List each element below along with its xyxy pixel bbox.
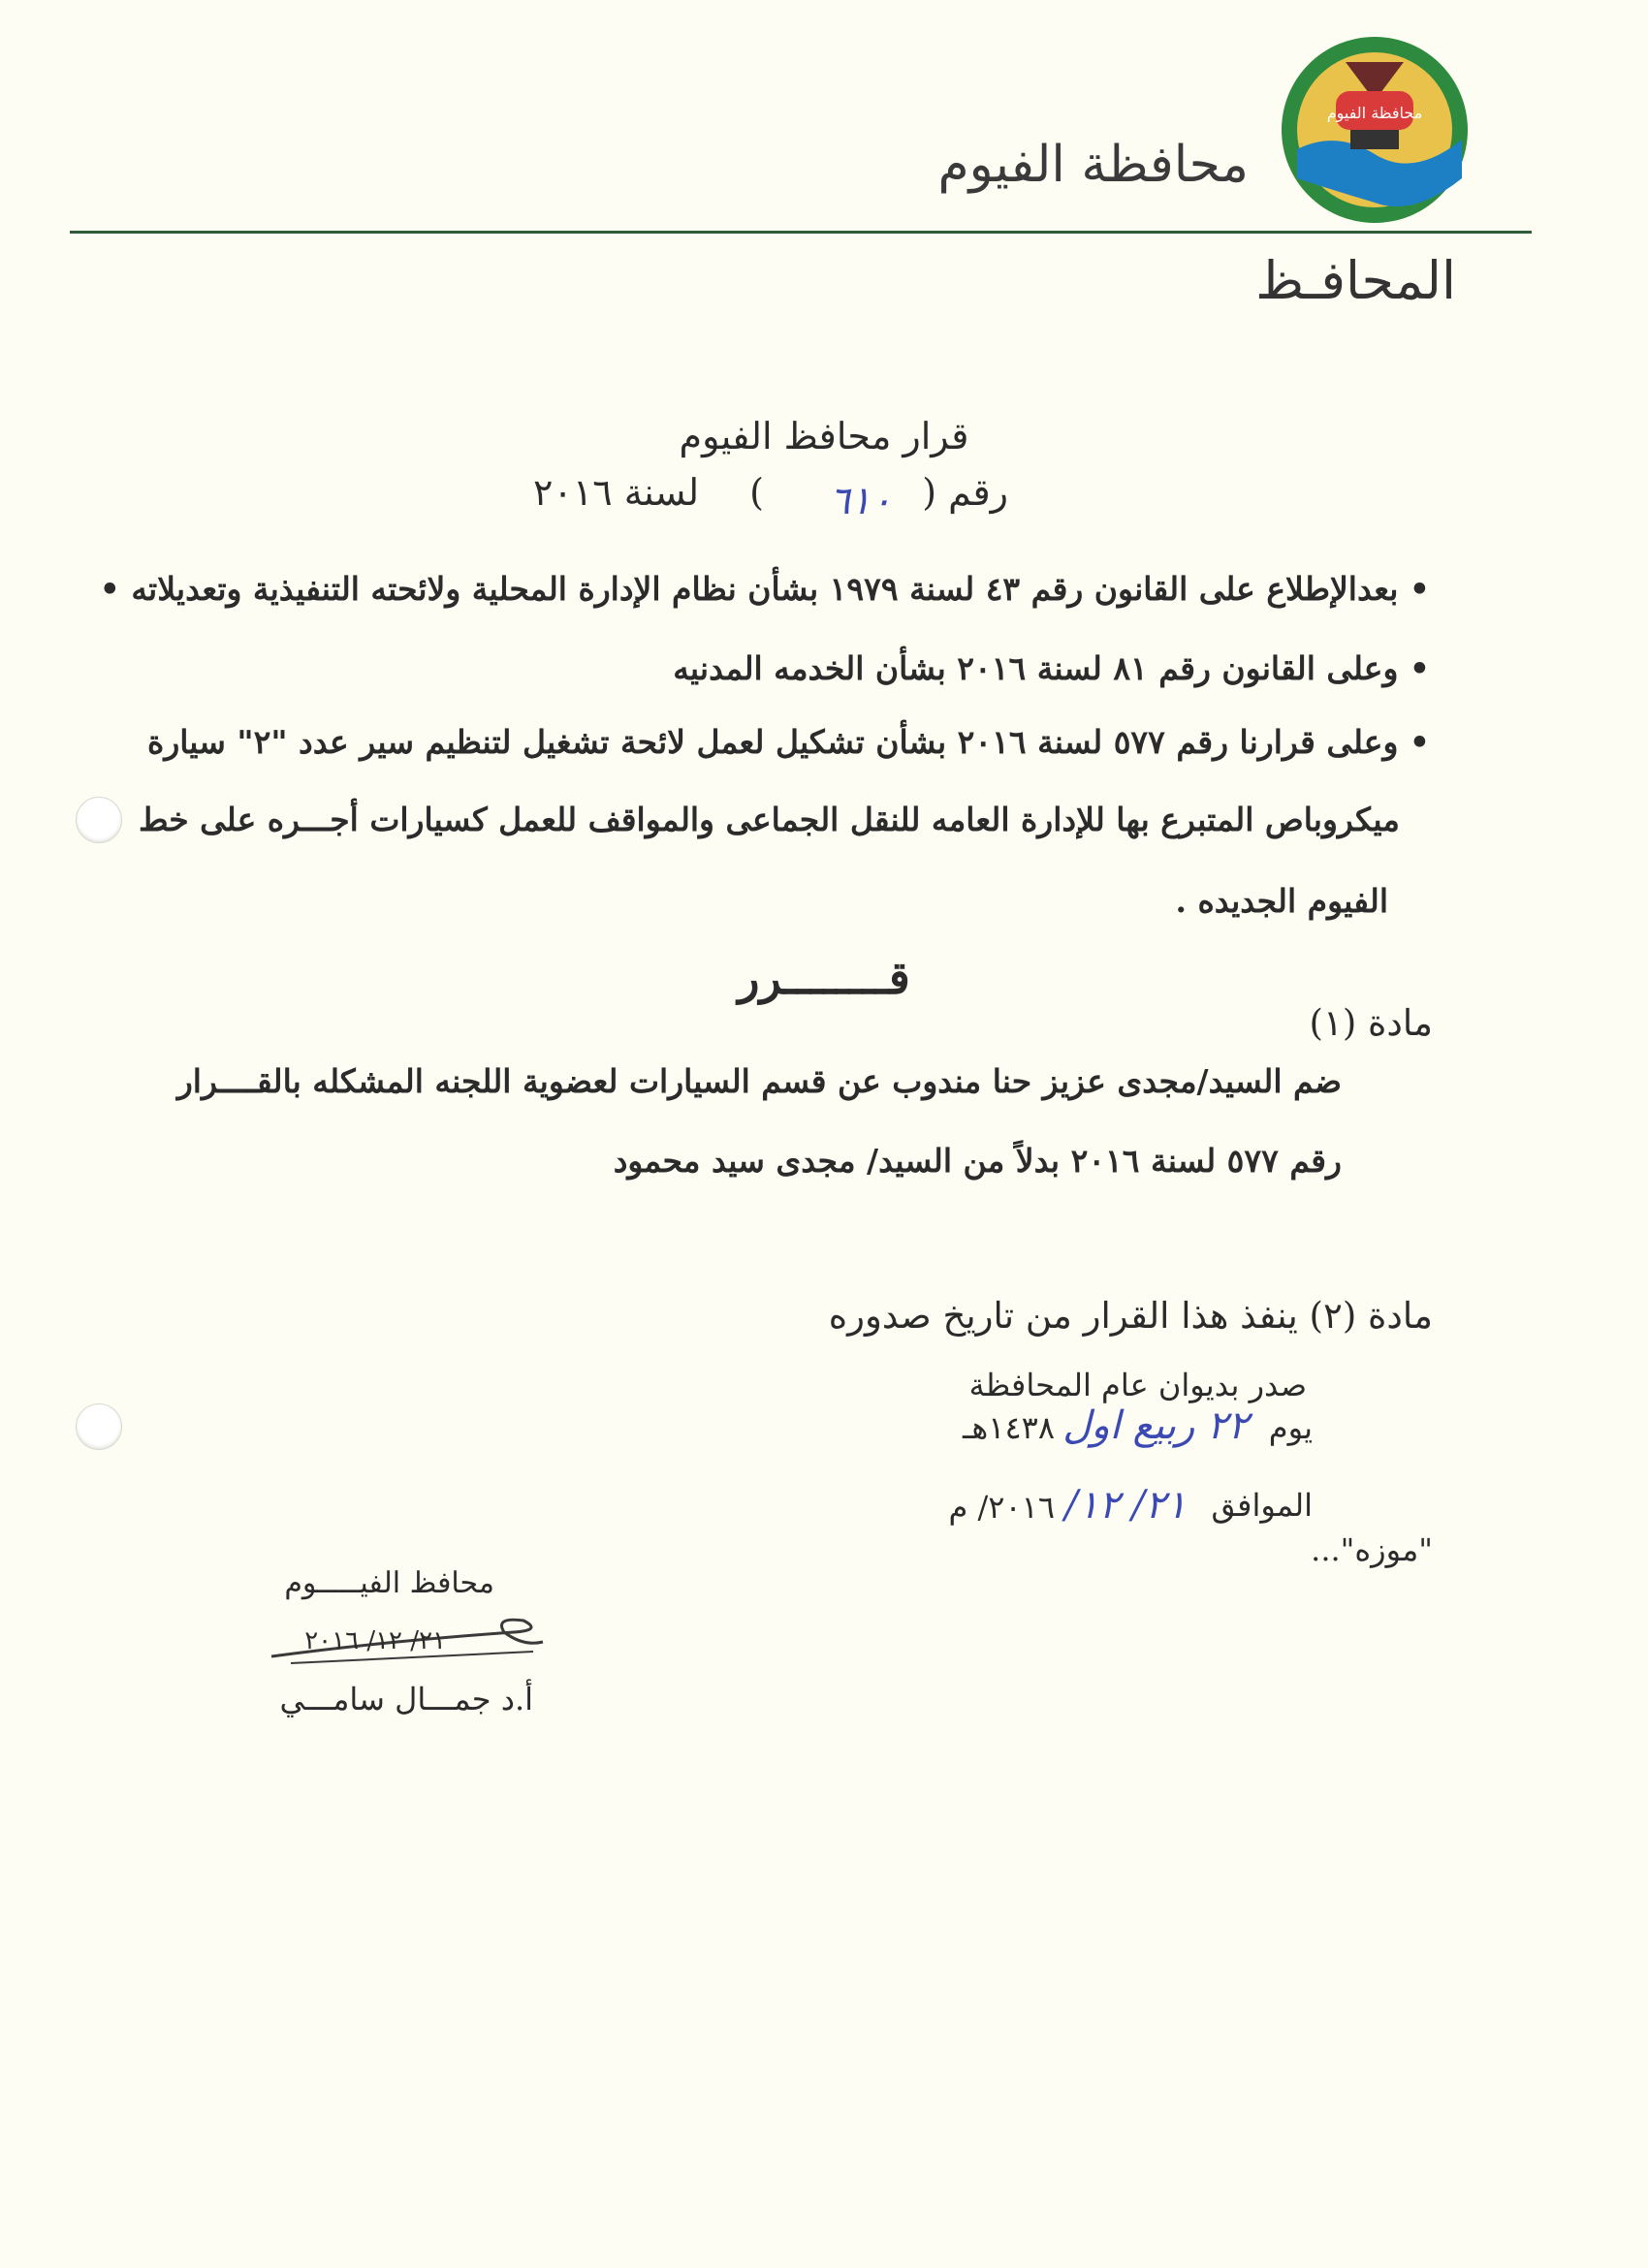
governorate-logo xyxy=(1278,33,1472,227)
header-divider xyxy=(70,231,1532,234)
preamble-line: الفيوم الجديده . xyxy=(1175,882,1388,920)
hijri-year: ١٤٣٨هـ xyxy=(963,1409,1055,1446)
handwritten-day: ٢٢ ربيع اول xyxy=(1062,1403,1249,1448)
governorate-name: محافظة الفيوم xyxy=(937,136,1249,194)
signature-block xyxy=(242,1566,553,1731)
typist-initials: "موزه"... xyxy=(1311,1531,1433,1568)
signature-handwritten-date: ٢١/ ١٢/ ٢٠١٦ xyxy=(304,1626,446,1655)
decision-title: قرار محافظ الفيوم xyxy=(679,415,969,457)
punch-hole xyxy=(76,1403,122,1450)
signature-title: محافظ الفيـــــوم xyxy=(284,1566,494,1600)
preamble-line: ميكروباص المتبرع بها للإدارة العامه للنقل الجماعى والمواقف للعمل كسيارات أجـــره على خط xyxy=(138,801,1400,838)
signature-name: أ.د جمـــال سامـــي xyxy=(279,1681,533,1717)
decision-number-line xyxy=(523,471,1008,529)
article-2-heading: مادة (٢) ينفذ هذا القرار من تاريخ صدوره xyxy=(828,1295,1433,1337)
gregorian-year: ٢٠١٦/ م xyxy=(948,1489,1055,1526)
preamble-line: • وعلى القانون رقم ٨١ لسنة ٢٠١٦ بشأن الخدمه المدنيه xyxy=(673,649,1430,687)
number-label: رقم ( xyxy=(922,471,1008,514)
punch-hole xyxy=(76,797,122,843)
issued-day-label: يوم xyxy=(1268,1409,1313,1446)
number-close-paren: ) xyxy=(749,471,764,514)
corresponding-label: الموافق xyxy=(1211,1487,1313,1524)
handwritten-date: ٢١/ ١٢/ xyxy=(1064,1483,1187,1528)
preamble-line: • بعدالإطلاع على القانون رقم ٤٣ لسنة ١٩٧٩ بشأن نظام الإدارة المحلية ولائحته التنفيذية وتعديلاته • xyxy=(99,570,1430,608)
office-title: المحافـظ xyxy=(1255,250,1456,311)
svg-text:محافظة الفيوم: محافظة الفيوم xyxy=(1326,104,1423,122)
article-1-line: ضم السيد/مجدى عزيز حنا مندوب عن قسم السيارات لعضوية اللجنه المشكله بالقــــرار xyxy=(176,1062,1342,1100)
article-1-heading: مادة (١) xyxy=(1309,1002,1433,1044)
article-1-line: رقم ٥٧٧ لسنة ٢٠١٦ بدلاً من السيد/ مجدى سيد محمود xyxy=(613,1142,1342,1180)
handwritten-number: ٦١٠ xyxy=(829,479,892,523)
issued-line: صدر بديوان عام المحافظة xyxy=(968,1367,1307,1403)
preamble-line: • وعلى قرارنا رقم ٥٧٧ لسنة ٢٠١٦ بشأن تشكيل لعمل لائحة تشغيل لتنظيم سير عدد "٢" سيارة xyxy=(147,723,1430,761)
decided-heading: قــــــــرر xyxy=(738,952,910,1004)
decision-year: لسنة ٢٠١٦ xyxy=(533,471,700,514)
